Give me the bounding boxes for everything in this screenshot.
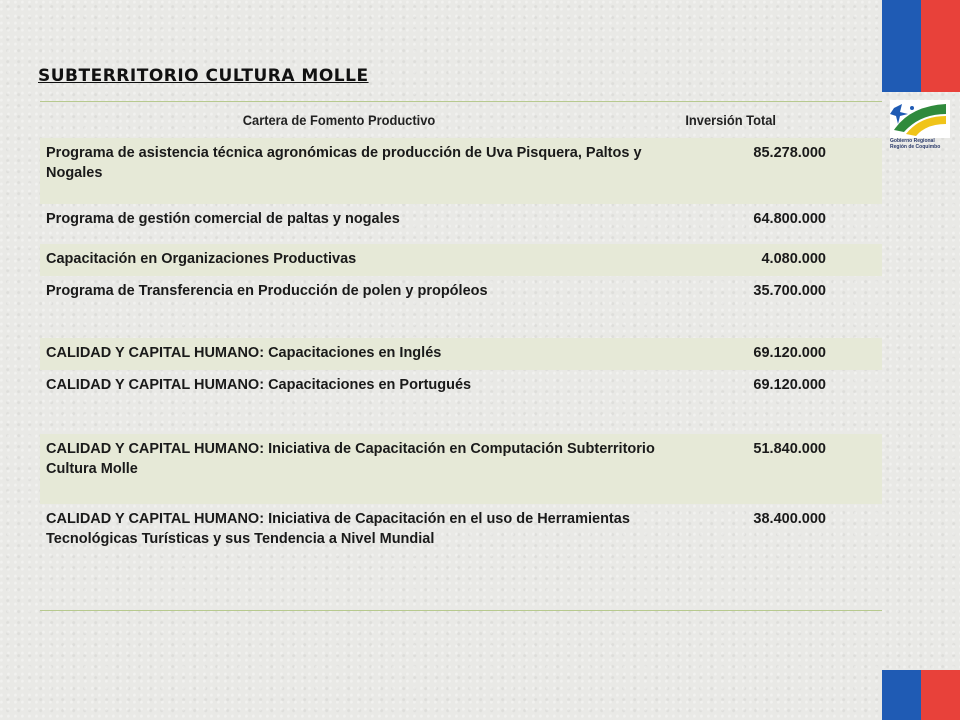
program-cell: Capacitación en Organizaciones Productivas: [46, 251, 357, 267]
investment-cell: 69.120.000: [753, 345, 826, 361]
table-row: [40, 338, 882, 370]
investment-cell: 51.840.000: [753, 441, 826, 457]
table-row: [40, 138, 882, 204]
investment-cell: 64.800.000: [753, 211, 826, 227]
investment-cell: 38.400.000: [753, 511, 826, 527]
program-cell: CALIDAD Y CAPITAL HUMANO: Iniciativa de Capacitación en el uso de Herramientas Tecnológicas Turísticas y sus Tendencia a Nivel Mundial: [46, 511, 630, 547]
program-cell: CALIDAD Y CAPITAL HUMANO: Iniciativa de Capacitación en Computación Subterritorio Cultura Molle: [46, 441, 655, 477]
header-program: Cartera de Fomento Productivo: [242, 112, 436, 128]
header-investment: Inversión Total: [685, 112, 776, 128]
investment-cell: 85.278.000: [753, 145, 826, 161]
flag-blue-stripe: [882, 0, 921, 92]
investment-cell: 69.120.000: [753, 377, 826, 393]
table-row: [40, 204, 882, 244]
logo-line-2: Región de Coquimbo: [890, 144, 941, 150]
investment-cell: 4.080.000: [761, 251, 826, 267]
program-cell: Programa de Transferencia en Producción de polen y propóleos: [46, 283, 488, 299]
page-title: SUBTERRITORIO CULTURA MOLLE: [38, 66, 369, 86]
investment-cell: 35.700.000: [753, 283, 826, 299]
table-row: [40, 504, 882, 610]
gobierno-regional-logo: [884, 100, 956, 158]
logo-line-1: Gobierno Regional: [890, 138, 935, 144]
program-cell: CALIDAD Y CAPITAL HUMANO: Capacitaciones en Portugués: [46, 377, 472, 393]
logo-caption: [890, 138, 950, 150]
table-bottom-rule: [40, 610, 882, 611]
flag-blue-stripe: [882, 670, 921, 720]
table-row: [40, 276, 882, 338]
table-row: [40, 370, 882, 434]
table-header-row: [40, 102, 882, 138]
program-cell: CALIDAD Y CAPITAL HUMANO: Capacitaciones en Inglés: [46, 345, 442, 361]
investment-table: [40, 101, 882, 611]
program-cell: Programa de asistencia técnica agronómicas de producción de Uva Pisquera, Paltos y Nogales: [46, 145, 642, 181]
flag-stripes-top: [882, 0, 960, 92]
program-cell: Programa de gestión comercial de paltas y nogales: [46, 211, 400, 227]
flag-red-stripe: [921, 670, 960, 720]
table-row: [40, 244, 882, 276]
regional-emblem-icon: [890, 100, 950, 138]
table-row: [40, 434, 882, 504]
flag-red-stripe: [921, 0, 960, 92]
flag-stripes-bottom: [882, 670, 960, 720]
